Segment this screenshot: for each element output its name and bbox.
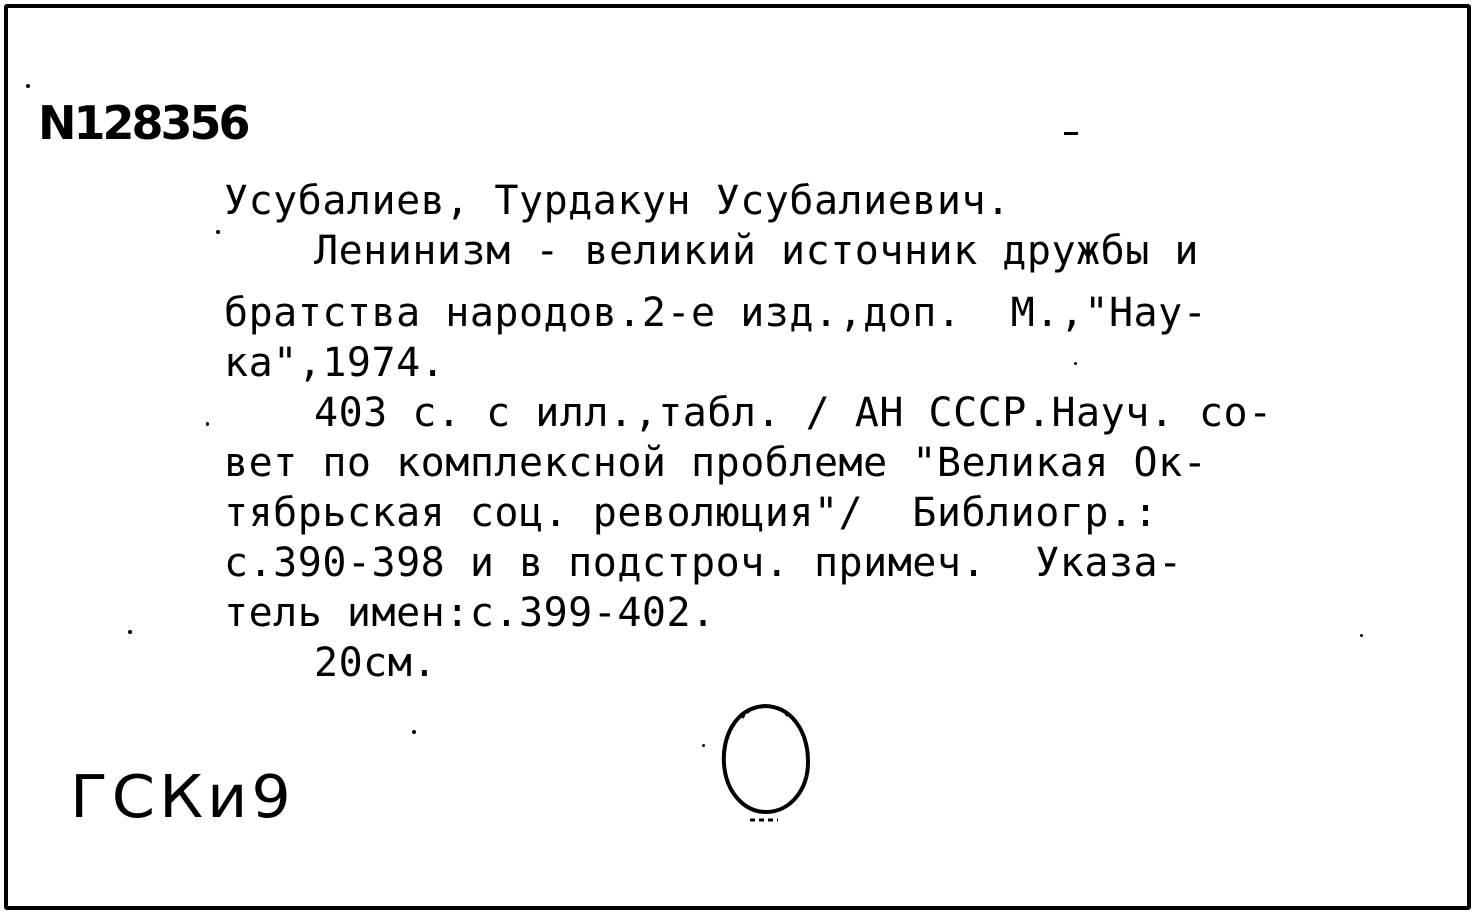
speck xyxy=(128,630,132,634)
shelf-mark: ГСКи9 xyxy=(70,761,295,832)
title-line-continued: братства народов.2-е изд.,доп. М.,"Нау- xyxy=(224,290,1208,336)
inventory-number: N128356 xyxy=(38,96,248,150)
speck xyxy=(216,230,220,234)
collation-line: 403 с. с илл.,табл. / АН СССР.Науч. со- xyxy=(314,390,1273,436)
series-line: вет по комплексной проблеме "Великая Ок- xyxy=(224,440,1208,486)
size-line: 20см. xyxy=(314,640,437,686)
speck xyxy=(1074,362,1077,365)
notes-line-continued: тель имен:с.399-402. xyxy=(224,590,716,636)
speck xyxy=(702,744,705,747)
speck xyxy=(26,84,30,88)
series-line-continued: тябрьская соц. революция"/ Библиогр.: xyxy=(224,490,1159,536)
punch-hole xyxy=(714,698,816,822)
catalog-card xyxy=(4,4,1471,910)
imprint-year-line: ка",1974. xyxy=(224,340,446,386)
speck xyxy=(1360,634,1363,637)
speck xyxy=(412,730,416,734)
ink-mark xyxy=(1064,132,1078,135)
author-line: Усубалиев, Турдакун Усубалиевич. xyxy=(224,178,1011,224)
title-line: Ленинизм - великий источник дружбы и xyxy=(314,228,1199,274)
notes-line: с.390-398 и в подстроч. примеч. Указа- xyxy=(224,540,1183,586)
speck xyxy=(206,422,209,426)
